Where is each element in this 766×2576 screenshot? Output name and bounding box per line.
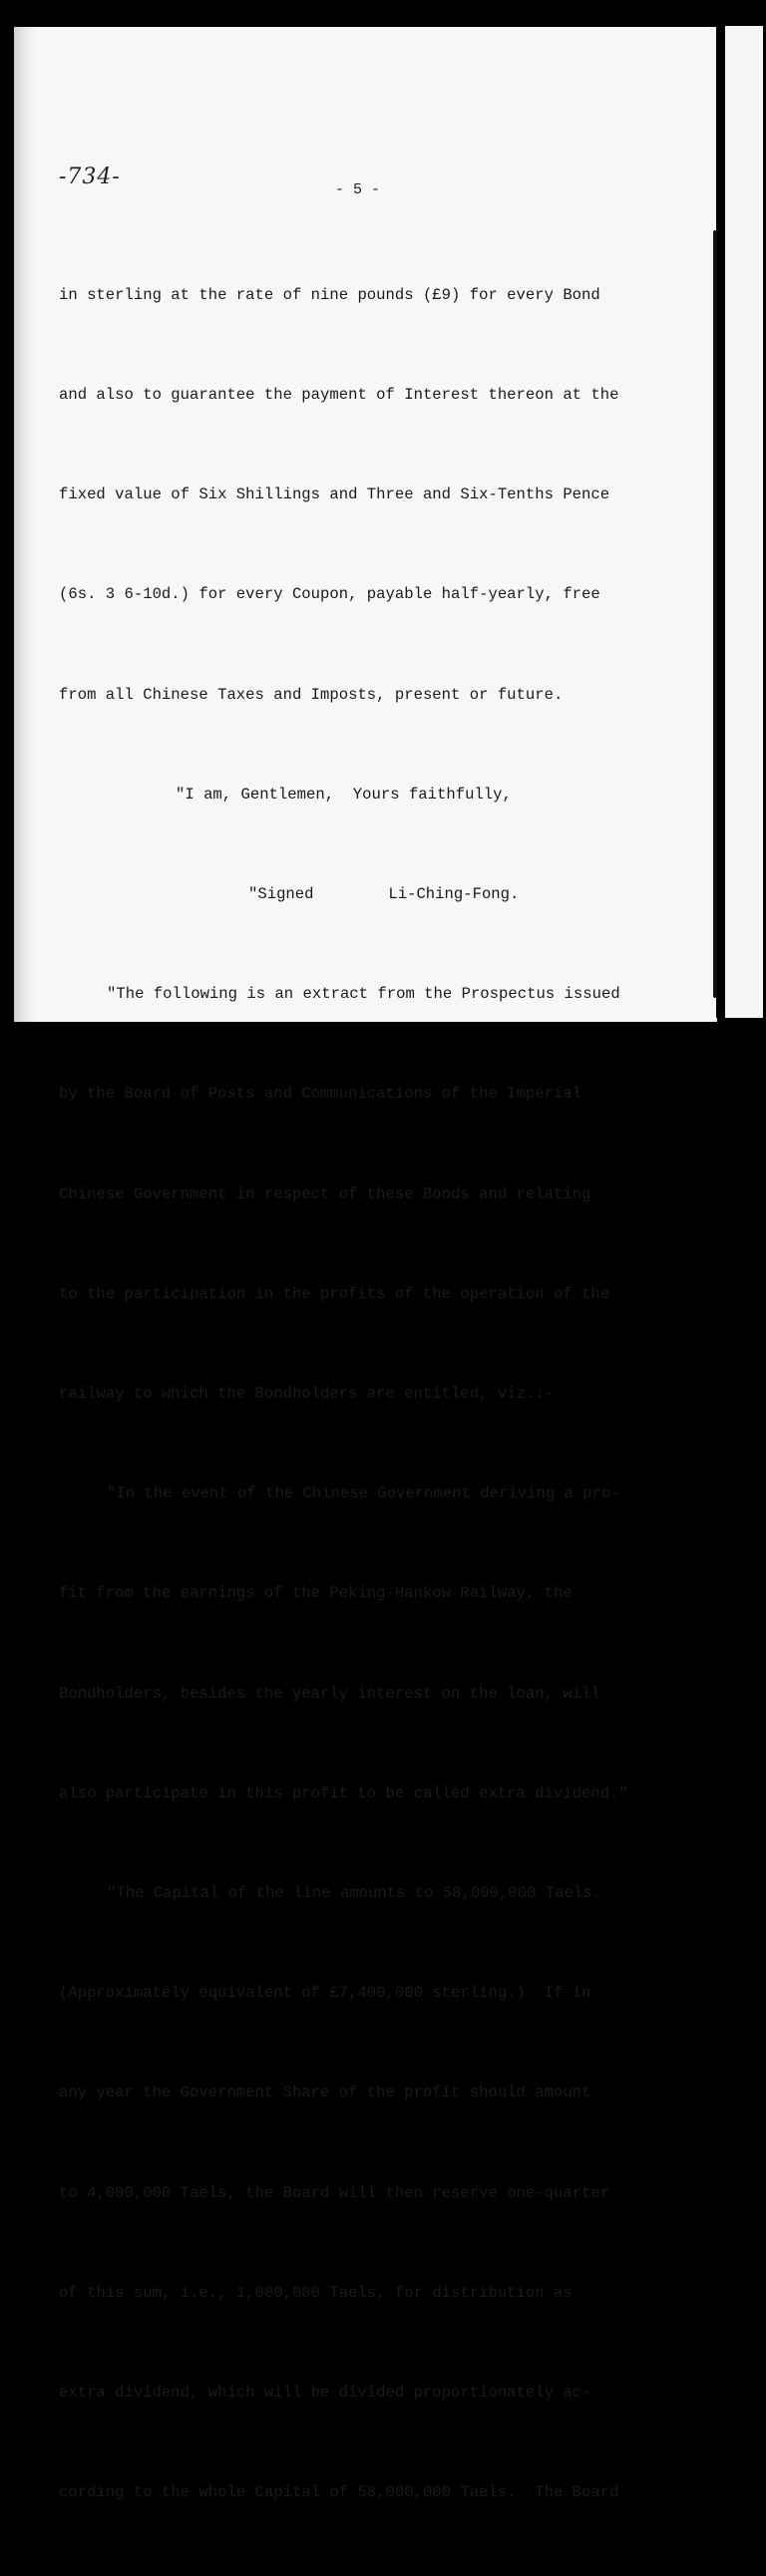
signature-line: "Signed Li-Ching-Fong. [248, 885, 520, 904]
text-line: railway to which the Bondholders are entitled, viz.:- [59, 1385, 554, 1404]
text-line: "In the event of the Chinese Government deriving a pro- [107, 1484, 620, 1503]
text-line: Bondholders, besides the yearly interest on the loan, will [59, 1684, 600, 1703]
text-line: any year the Government Share of the profit should amount [59, 2084, 591, 2102]
text-line: "The Capital of the line amounts to 58,000,000 Taels. [107, 1884, 601, 1903]
page-number: - 5 - [335, 181, 381, 198]
page-gap [716, 26, 725, 1018]
text-line: in sterling at the rate of nine pounds (£9) for every Bond [59, 285, 600, 304]
text-line: Chinese Government in respect of these Bonds and relating [59, 1184, 591, 1203]
text-line: to the participation in the profits of the operation of the [59, 1284, 610, 1303]
next-page-edge [725, 26, 763, 1018]
text-line: to 4,000,000 Taels, the Board will then reserve one-quarter [59, 2183, 610, 2202]
handwritten-folio-number: -734- [59, 164, 121, 189]
text-line: also participate in this profit to be called extra dividend." [59, 1783, 628, 1802]
text-line: fit from the earnings of the Peking-Hankow Railway, the [59, 1584, 573, 1603]
text-line: (6s. 3 6-10d.) for every Coupon, payable half-yearly, free [59, 585, 600, 604]
document-page [14, 27, 717, 2502]
closing-line: "I am, Gentlemen, Yours faithfully, [176, 785, 512, 804]
text-line: fixed value of Six Shillings and Three and Six-Tenths Pence [59, 485, 610, 504]
text-line: cording to the whole Capital of 58,000,000 Taels. The Board [59, 2483, 619, 2502]
text-line: (Approximately equivalent of £7,400,000 sterling.) If in [59, 1984, 591, 2003]
text-line: by the Board of Posts and Communications of the Imperial [59, 1085, 582, 1104]
binding-bracket [713, 230, 717, 998]
binding-shadow [14, 27, 36, 1022]
text-line: "The following is an extract from the Prospectus issued [107, 985, 620, 1004]
text-line: and also to guarantee the payment of Interest thereon at the [59, 386, 619, 405]
body-text [59, 212, 697, 2576]
text-line: from all Chinese Taxes and Imposts, present or future. [59, 685, 564, 704]
text-line: extra dividend, which will be divided proportionately ac- [59, 2384, 591, 2403]
text-line: of this sum, i.e., 1,000,000 Taels, for distribution as [59, 2283, 573, 2302]
